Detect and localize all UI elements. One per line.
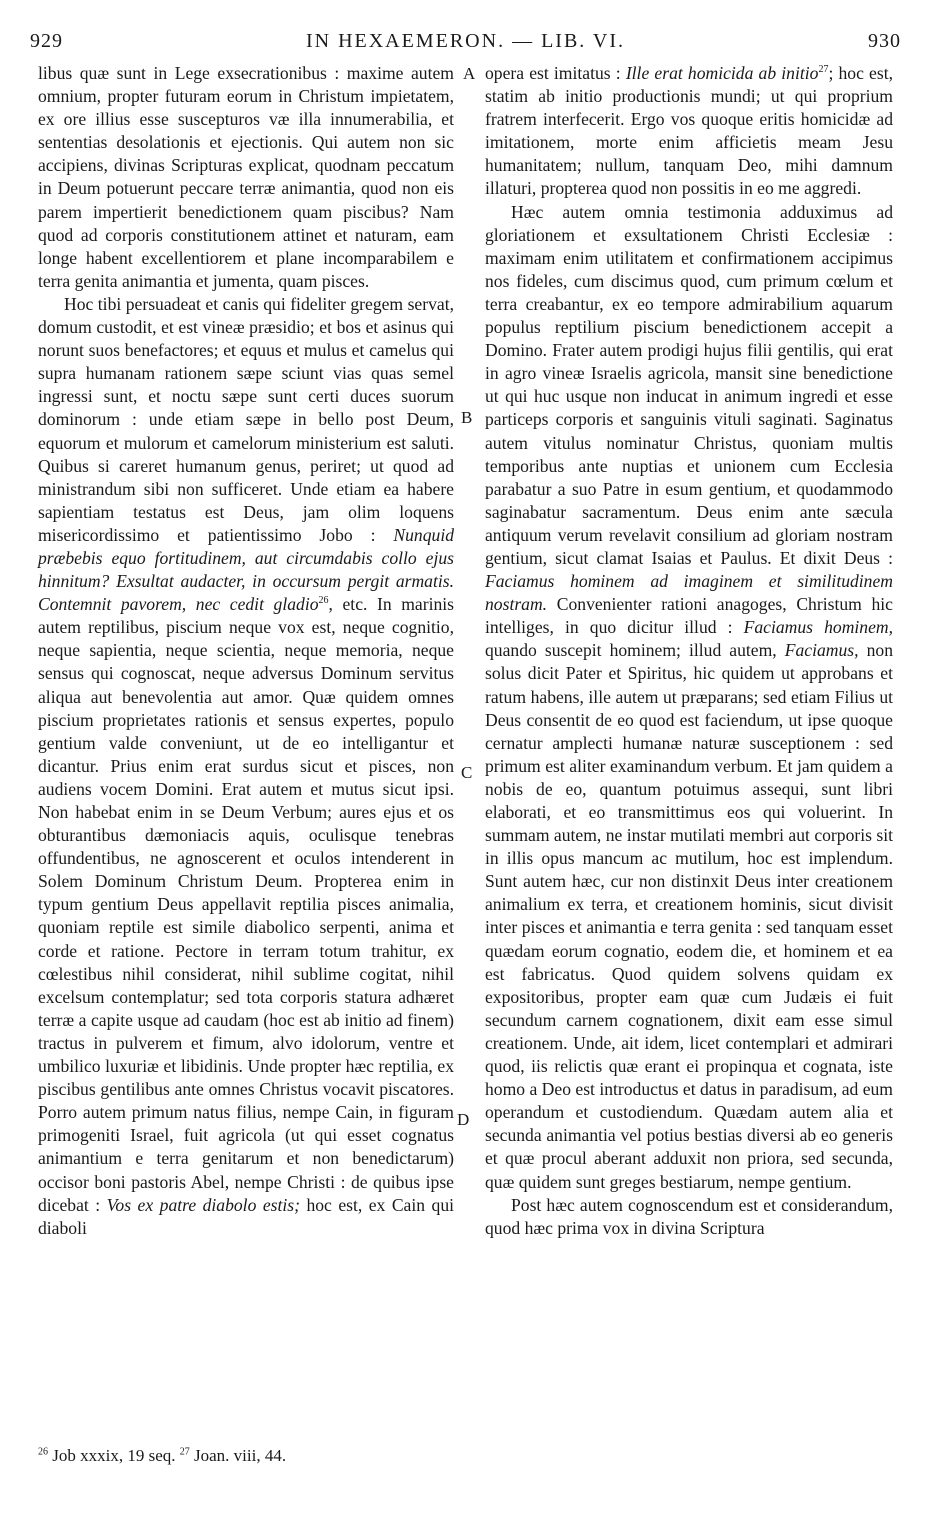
margin-marker-c: C (461, 763, 473, 782)
text-run: , etc. In marinis autem reptilibus, piscium neque vox est, neque cognitio, neque sapientia, neque scientia, neque memoria, neque sensus qui cognoscat, neque adversus Dominum servitus aliqua aut benevolentia aut amor. Quæ quidem omnes piscium proprietates rationis et sensus expertes, populo gentium valde conveniunt, ut de eo intelligantur et dicantur. Prius enim erat surdus sicut et pisces, non audiens vocem Domini. Erat autem et mutus sicut ipsi. Non habebat enim in se Deum Verbum; aures ejus et os obturantibus dæmoniacis aquis, oculisque tenebras offundentibus, ne agnoscerent et oculos intenderent in Solem Dominum Christum Deum. Propterea enim in typum gentium Deus appellavit reptilia pisces animalia, quoniam reptile est simile diabolico serpenti, anima et corde et ratione. Pectore in terram totum trahitur, ex cœlestibus nihil considerat, nihil sublime cogitat, nihil excelsum contemplatur; sed tota corporis statura adhæret terræ a capite usque ad caudam (hoc est ab initio ad finem) tractus in pulverem et fimum, alvo idolorum, ventre et umbilico luxuriæ et libidinis. Unde propter hæc reptilia, ex piscibus gentilibus ante omnes Christus vocavit piscatores. Porro autem primum natus filius, nempe Cain, in figuram primogeniti Israel, fuit agricola (ut qui esset cognatus animantium e terra genitarum et non benedictarum) occisor boni pastoris Abel, nempe Christi : de quibus ipse dicebat : (38, 594, 454, 1215)
paragraph (485, 62, 893, 201)
italic-quote: Faciamus hominem, (743, 617, 894, 638)
paragraph (485, 201, 893, 1194)
page-number-right: 930 (868, 30, 901, 52)
paragraph (38, 293, 454, 1240)
right-column (485, 62, 893, 1240)
italic-quote: Faciamus hominem ad imaginem et similitudinem nostram. (485, 571, 893, 615)
left-column (38, 62, 454, 1240)
margin-marker-b: B (461, 408, 473, 427)
italic-quote: Faciamus, (784, 640, 859, 661)
text-run: non solus dicit Pater et Spiritus, hic quidem ut approbans et ratum habens, ille autem ut præparans; sed etiam Filius ut Deus consentit de eo quod est faciendum, ut ipse quoque cernatur amplecti humanæ naturæ susceptionem : sed primum est aliter examinandum verbum. Et jam quidem a nobis de eo, quantum potuimus assequi, sunt libri elaborati, et eo transmittimus eos qui voluerint. In summam autem, ne instar mutilati membri aut corporis sit in illis opus mancum ac mutilum, hoc est implendum. Sunt autem hæc, cur non distinxit Deus inter creationem animalium ex terra, et creationem hominis, sicut divisit inter pisces et animantia e terra genita : sed tanquam esset quædam eorum cognatio, eodem die, et hominem et ea est fabricatus. Quod quidem solvens quidam ex expositoribus, propter eam quæ cum Judæis ei fuit secundum carnem cognationem, dixit eam esse simul creationem. Unde, ait idem, licet contemplari et admirari quod, iis relictis quæ erant ei propinqua et cognata, iste homo a Deo est introductus et datus in paradisum, ad eum operandum et custodiendum. Quædam autem alia et secunda animantia vel potius bestias diversi ab eo generis et quæ procul aberant adduxit non priora, sed secunda, quæ quidem sunt greges bestiarum, nempe gentium. (485, 640, 893, 1192)
italic-quote: Ille erat homicida ab initio (625, 63, 819, 83)
running-title: IN HEXAEMERON. — LIB. VI. (305, 30, 626, 52)
footnote-ref: 27 (818, 64, 829, 76)
text-run: hoc est, ex Cain qui diaboli (38, 1194, 455, 1238)
text-run: Hæc autem omnia testimonia adduximus ad gloriationem et exsultationem Christi Ecclesiæ : maximam enim utilitatem et confirmationem accipimus nos fideles, cum discimus quod, cum primum cœlum et terra creabantur, ex eo tempore admirabilium aquarum populus reptilium piscium benedictionem accepit a Domino. Frater autem prodigi hujus filii gentilis, qui erat in agro vineæ Israelis agricola, mansit sine benedictione ut qui huc usque non inducat in animum ingredi et esse particeps corporis et sanguinis vituli saginati. Saginatus autem vitulus nominatur Christus, quoniam multis temporibus ante nuptias et unionem cum Ecclesia parabatur a suo Patre in esum gentium, et quodammodo saginabatur sacramentum. Deus enim ante sæcula antiquum verum revelavit consilium ad gloriam nostram gentium, sicut clamat Isaias et Paulus. Et dixit Deus : (485, 201, 893, 568)
footnotes (38, 1446, 286, 1466)
footnote-number: 26 (38, 1446, 48, 1458)
text-run: ; hoc est, statim ab initio productionis mundi; ut qui proprium fratrem interfecerit. Ergo vos quoque eritis homicidæ ad imitationem, morte enim afficietis meam Jesu humanitatem; nullum, tanquam Deo, mihi damnum illaturi, propterea quod non possitis in eo me aggredi. (485, 63, 893, 199)
footnote-text: Joan. viii, 44. (189, 1446, 287, 1465)
page-header (0, 30, 931, 56)
text-run: opera est imitatus : (485, 63, 626, 83)
paragraph: libus quæ sunt in Lege exsecrationibus : maxime autem omnium, propter futuram eorum in Christum impietatem, ex ore illius esse suscepturos væ illa innumerabilia, et sententias desolationis et ejectionis. Qui autem non sic accipiens, divinas Scripturas explicat, quodnam peccatum in Deum potuerunt peccare terræ animantia, quod non eis parem impertierit benedictionem quam piscibus? Nam quod ad corporis constitutionem attinet et naturam, eam longe habent excellentiorem et plane incomparabilem e terra genita animantia et jumenta, quam pisces. (38, 63, 454, 291)
text-run: Hoc tibi persuadeat et canis qui fideliter gregem servat, domum custodit, et est vineæ præsidio; et bos et asinus qui norunt suos benefactores; et equus et mulus et camelus qui supra humanam rationem sæpe sciunt vias quas semel ingressi sunt, et noctu sæpe sunt certi duces suorum dominorum : unde etiam sæpe in bello post Deum, equorum et mulorum et camelorum ministerium est saluti. Quibus si careret humanum genus, periret; ut quod ad ministrandum sibi non sufficeret. Unde etiam ea habere sapientiam testatus est Deus, jam olim loquens misericordissimo et patientissimo Jobo : (38, 293, 454, 545)
text-run: Convenienter rationi anagoges, Christum hic intelliges, in quo dicitur illud : (485, 594, 893, 638)
page-number-left: 929 (30, 30, 63, 52)
footnote-text: Job xxxix, 19 seq. (48, 1446, 180, 1465)
margin-marker-a: A (463, 64, 476, 83)
italic-quote: Vos ex patre diabolo estis; (106, 1194, 300, 1215)
italic-quote: Nunquid præbebis equo fortitudinem, aut circumdabis collo ejus hinnitum? Exsultat audacter, in occursum pergit armatis. Contemnit pavorem, nec cedit gladio (38, 524, 454, 615)
paragraph: Post hæc autem cognoscendum est et considerandum, quod hæc prima vox in divina Scriptura (485, 1194, 893, 1238)
footnote-number: 27 (179, 1446, 190, 1458)
margin-marker-d: D (457, 1110, 470, 1129)
text-run: quando suscepit hominem; illud autem, (485, 640, 785, 661)
footnote-ref: 26 (318, 595, 329, 607)
